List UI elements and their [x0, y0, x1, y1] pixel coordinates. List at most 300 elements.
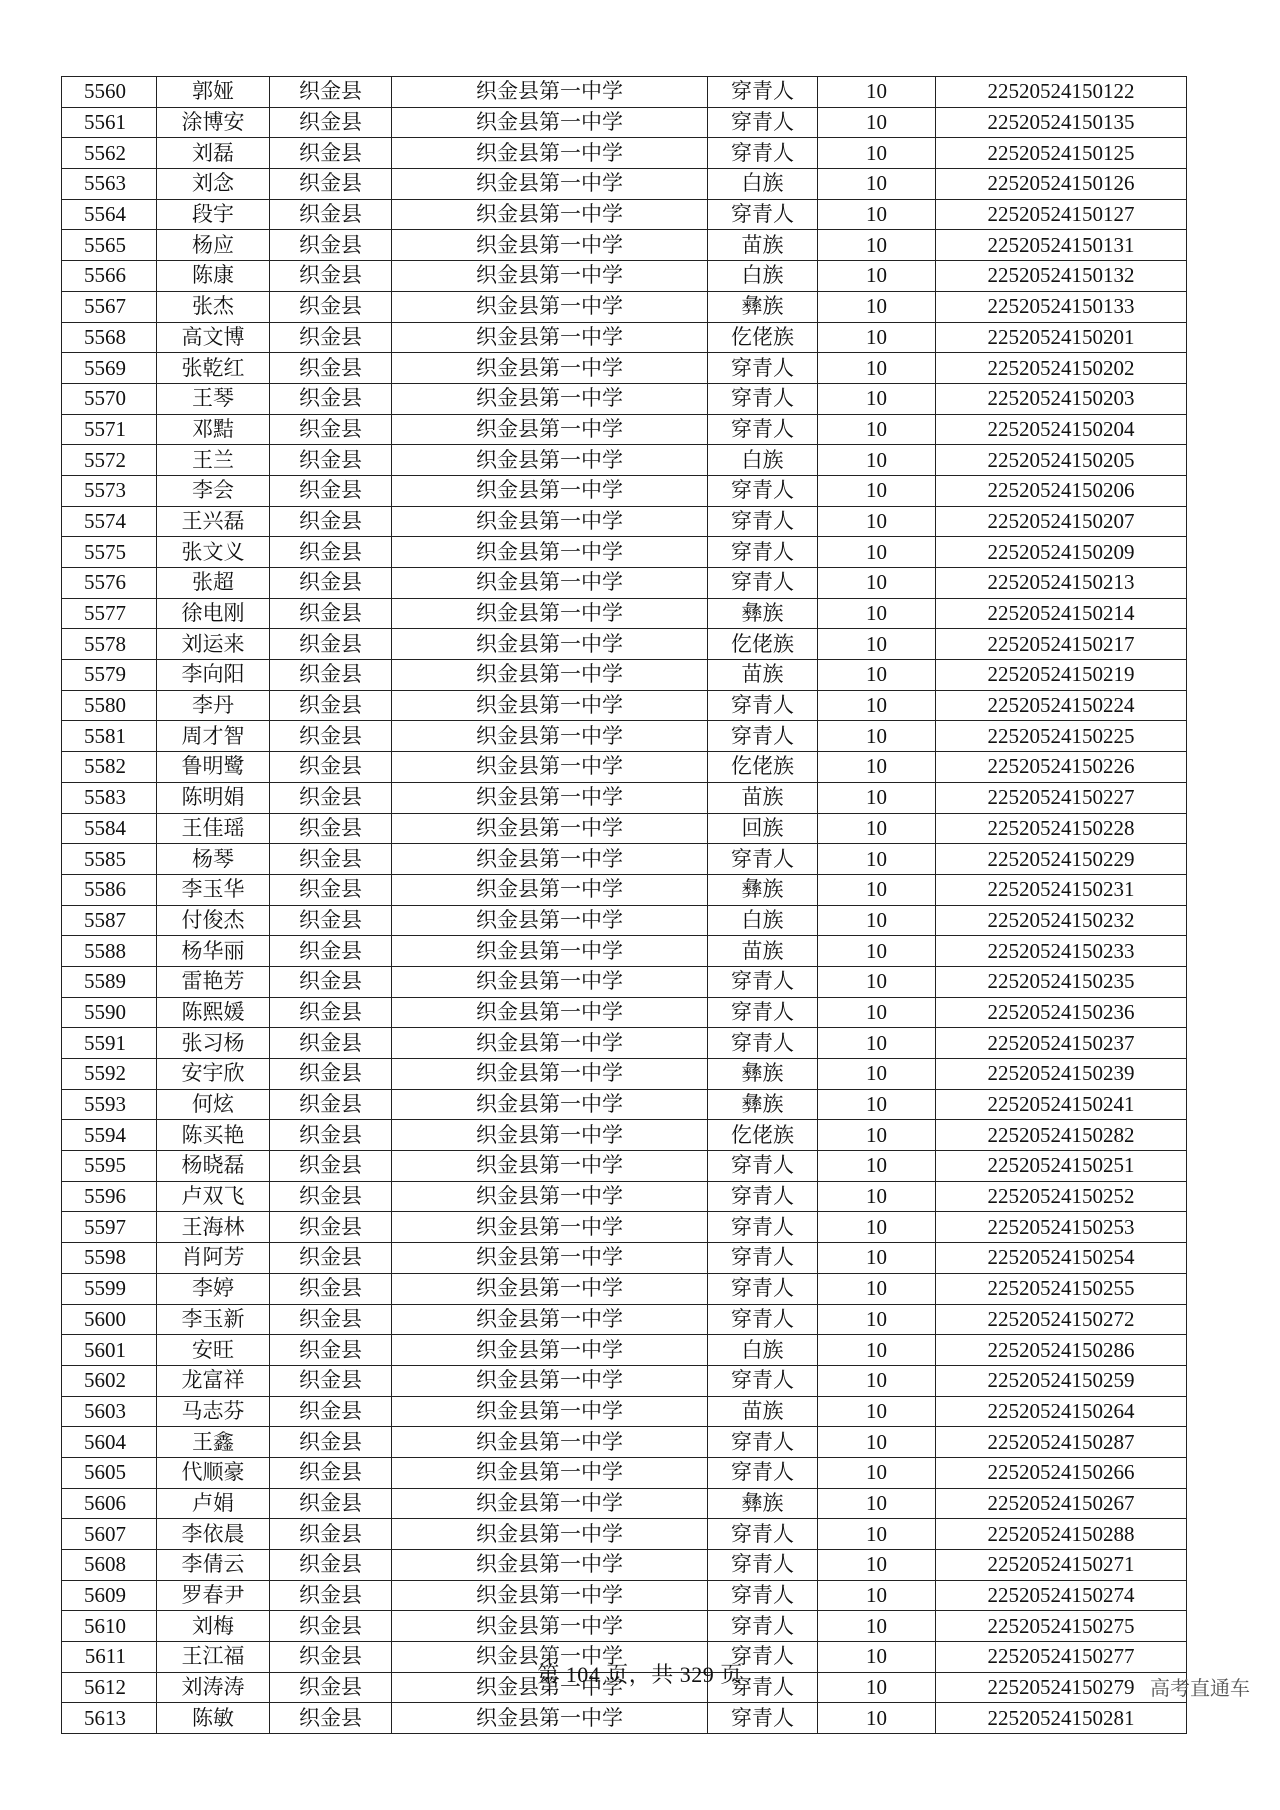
- school-name-cell: 织金县第一中学: [392, 874, 708, 905]
- student-name-cell: 卢娟: [157, 1488, 270, 1519]
- table-row: [62, 322, 1187, 353]
- student-name-cell: 李依晨: [157, 1519, 270, 1550]
- row-number-cell: 5603: [62, 1396, 157, 1427]
- grade-cell: 10: [818, 629, 936, 660]
- student-name-cell: 王鑫: [157, 1427, 270, 1458]
- ethnicity-cell: 穿青人: [708, 1181, 818, 1212]
- row-number-cell: 5610: [62, 1611, 157, 1642]
- exam-number-cell: 22520524150239: [936, 1059, 1187, 1090]
- county-cell: 织金县: [270, 1365, 392, 1396]
- row-number-cell: 5581: [62, 721, 157, 752]
- student-name-cell: 王佳瑶: [157, 813, 270, 844]
- exam-number-cell: 22520524150217: [936, 629, 1187, 660]
- student-name-cell: 高文博: [157, 322, 270, 353]
- ethnicity-cell: 苗族: [708, 1396, 818, 1427]
- table-row: [62, 1059, 1187, 1090]
- table-row: [62, 1181, 1187, 1212]
- row-number-cell: 5590: [62, 997, 157, 1028]
- county-cell: 织金县: [270, 1611, 392, 1642]
- school-name-cell: 织金县第一中学: [392, 414, 708, 445]
- student-name-cell: 周才智: [157, 721, 270, 752]
- exam-number-cell: 22520524150232: [936, 905, 1187, 936]
- table-row: [62, 138, 1187, 169]
- student-name-cell: 刘涛涛: [157, 1672, 270, 1703]
- exam-number-cell: 22520524150282: [936, 1120, 1187, 1151]
- table-row: [62, 1304, 1187, 1335]
- school-name-cell: 织金县第一中学: [392, 1703, 708, 1734]
- table-row: [62, 1519, 1187, 1550]
- table-row: [62, 199, 1187, 230]
- student-name-cell: 雷艳芳: [157, 966, 270, 997]
- grade-cell: 10: [818, 1672, 936, 1703]
- school-name-cell: 织金县第一中学: [392, 1028, 708, 1059]
- ethnicity-cell: 穿青人: [708, 1028, 818, 1059]
- grade-cell: 10: [818, 1059, 936, 1090]
- county-cell: 织金县: [270, 721, 392, 752]
- row-number-cell: 5572: [62, 445, 157, 476]
- exam-number-cell: 22520524150288: [936, 1519, 1187, 1550]
- county-cell: 织金县: [270, 1243, 392, 1274]
- grade-cell: 10: [818, 1550, 936, 1581]
- row-number-cell: 5560: [62, 77, 157, 108]
- school-name-cell: 织金县第一中学: [392, 353, 708, 384]
- grade-cell: 10: [818, 1335, 936, 1366]
- grade-cell: 10: [818, 1151, 936, 1182]
- grade-cell: 10: [818, 1519, 936, 1550]
- row-number-cell: 5573: [62, 475, 157, 506]
- ethnicity-cell: 苗族: [708, 660, 818, 691]
- row-number-cell: 5613: [62, 1703, 157, 1734]
- exam-number-cell: 22520524150264: [936, 1396, 1187, 1427]
- school-name-cell: 织金县第一中学: [392, 1335, 708, 1366]
- table-row: [62, 107, 1187, 138]
- school-name-cell: 织金县第一中学: [392, 782, 708, 813]
- exam-number-cell: 22520524150227: [936, 782, 1187, 813]
- row-number-cell: 5579: [62, 660, 157, 691]
- grade-cell: 10: [818, 1580, 936, 1611]
- school-name-cell: 织金县第一中学: [392, 844, 708, 875]
- grade-cell: 10: [818, 353, 936, 384]
- exam-number-cell: 22520524150281: [936, 1703, 1187, 1734]
- page-number: 第 104 页，共 329 页: [537, 1662, 743, 1687]
- grade-cell: 10: [818, 322, 936, 353]
- exam-number-cell: 22520524150122: [936, 77, 1187, 108]
- county-cell: 织金县: [270, 475, 392, 506]
- student-name-cell: 付俊杰: [157, 905, 270, 936]
- exam-number-cell: 22520524150277: [936, 1642, 1187, 1673]
- school-name-cell: 织金县第一中学: [392, 1212, 708, 1243]
- ethnicity-cell: 苗族: [708, 782, 818, 813]
- table-body: [62, 77, 1187, 1734]
- ethnicity-cell: 仡佬族: [708, 322, 818, 353]
- exam-number-cell: 22520524150266: [936, 1457, 1187, 1488]
- county-cell: 织金县: [270, 291, 392, 322]
- exam-number-cell: 22520524150236: [936, 997, 1187, 1028]
- school-name-cell: 织金县第一中学: [392, 1580, 708, 1611]
- ethnicity-cell: 穿青人: [708, 506, 818, 537]
- grade-cell: 10: [818, 1212, 936, 1243]
- school-name-cell: 织金县第一中学: [392, 1243, 708, 1274]
- school-name-cell: 织金县第一中学: [392, 813, 708, 844]
- row-number-cell: 5611: [62, 1642, 157, 1673]
- table-row: [62, 353, 1187, 384]
- row-number-cell: 5599: [62, 1273, 157, 1304]
- row-number-cell: 5563: [62, 169, 157, 200]
- county-cell: 织金县: [270, 107, 392, 138]
- student-name-cell: 陈熙媛: [157, 997, 270, 1028]
- school-name-cell: 织金县第一中学: [392, 169, 708, 200]
- table-row: [62, 905, 1187, 936]
- county-cell: 织金县: [270, 1181, 392, 1212]
- county-cell: 织金县: [270, 1151, 392, 1182]
- exam-number-cell: 22520524150203: [936, 383, 1187, 414]
- exam-number-cell: 22520524150255: [936, 1273, 1187, 1304]
- row-number-cell: 5595: [62, 1151, 157, 1182]
- grade-cell: 10: [818, 1427, 936, 1458]
- county-cell: 织金县: [270, 537, 392, 568]
- ethnicity-cell: 穿青人: [708, 1672, 818, 1703]
- county-cell: 织金县: [270, 1089, 392, 1120]
- row-number-cell: 5598: [62, 1243, 157, 1274]
- row-number-cell: 5605: [62, 1457, 157, 1488]
- row-number-cell: 5586: [62, 874, 157, 905]
- grade-cell: 10: [818, 1304, 936, 1335]
- county-cell: 织金县: [270, 414, 392, 445]
- exam-number-cell: 22520524150213: [936, 568, 1187, 599]
- exam-number-cell: 22520524150204: [936, 414, 1187, 445]
- table-row: [62, 660, 1187, 691]
- county-cell: 织金县: [270, 1212, 392, 1243]
- county-cell: 织金县: [270, 1335, 392, 1366]
- county-cell: 织金县: [270, 905, 392, 936]
- grade-cell: 10: [818, 1488, 936, 1519]
- row-number-cell: 5606: [62, 1488, 157, 1519]
- table-row: [62, 1488, 1187, 1519]
- county-cell: 织金县: [270, 199, 392, 230]
- student-name-cell: 邓黠: [157, 414, 270, 445]
- row-number-cell: 5567: [62, 291, 157, 322]
- school-name-cell: 织金县第一中学: [392, 1672, 708, 1703]
- ethnicity-cell: 白族: [708, 445, 818, 476]
- school-name-cell: 织金县第一中学: [392, 1611, 708, 1642]
- ethnicity-cell: 穿青人: [708, 138, 818, 169]
- row-number-cell: 5597: [62, 1212, 157, 1243]
- student-name-cell: 李倩云: [157, 1550, 270, 1581]
- row-number-cell: 5571: [62, 414, 157, 445]
- ethnicity-cell: 穿青人: [708, 537, 818, 568]
- exam-number-cell: 22520524150132: [936, 261, 1187, 292]
- table-row: [62, 1335, 1187, 1366]
- school-name-cell: 织金县第一中学: [392, 905, 708, 936]
- student-name-cell: 刘梅: [157, 1611, 270, 1642]
- school-name-cell: 织金县第一中学: [392, 107, 708, 138]
- student-name-cell: 杨晓磊: [157, 1151, 270, 1182]
- school-name-cell: 织金县第一中学: [392, 1151, 708, 1182]
- ethnicity-cell: 穿青人: [708, 199, 818, 230]
- grade-cell: 10: [818, 138, 936, 169]
- grade-cell: 10: [818, 568, 936, 599]
- county-cell: 织金县: [270, 1703, 392, 1734]
- school-name-cell: 织金县第一中学: [392, 1457, 708, 1488]
- ethnicity-cell: 穿青人: [708, 1427, 818, 1458]
- grade-cell: 10: [818, 230, 936, 261]
- ethnicity-cell: 穿青人: [708, 1304, 818, 1335]
- table-row: [62, 506, 1187, 537]
- table-row: [62, 629, 1187, 660]
- county-cell: 织金县: [270, 629, 392, 660]
- table-row: [62, 169, 1187, 200]
- table-row: [62, 1120, 1187, 1151]
- county-cell: 织金县: [270, 1550, 392, 1581]
- table-row: [62, 1457, 1187, 1488]
- exam-number-cell: 22520524150252: [936, 1181, 1187, 1212]
- student-name-cell: 张超: [157, 568, 270, 599]
- school-name-cell: 织金县第一中学: [392, 77, 708, 108]
- row-number-cell: 5570: [62, 383, 157, 414]
- county-cell: 织金县: [270, 813, 392, 844]
- table-row: [62, 598, 1187, 629]
- grade-cell: 10: [818, 936, 936, 967]
- grade-cell: 10: [818, 660, 936, 691]
- school-name-cell: 织金县第一中学: [392, 660, 708, 691]
- county-cell: 织金县: [270, 506, 392, 537]
- grade-cell: 10: [818, 1028, 936, 1059]
- ethnicity-cell: 穿青人: [708, 1550, 818, 1581]
- exam-number-cell: 22520524150126: [936, 169, 1187, 200]
- row-number-cell: 5564: [62, 199, 157, 230]
- grade-cell: 10: [818, 506, 936, 537]
- county-cell: 织金县: [270, 169, 392, 200]
- ethnicity-cell: 穿青人: [708, 721, 818, 752]
- exam-number-cell: 22520524150135: [936, 107, 1187, 138]
- school-name-cell: 织金县第一中学: [392, 383, 708, 414]
- county-cell: 织金县: [270, 1642, 392, 1673]
- student-name-cell: 王琴: [157, 383, 270, 414]
- student-name-cell: 李会: [157, 475, 270, 506]
- row-number-cell: 5609: [62, 1580, 157, 1611]
- table-row: [62, 414, 1187, 445]
- grade-cell: 10: [818, 1243, 936, 1274]
- school-name-cell: 织金县第一中学: [392, 568, 708, 599]
- row-number-cell: 5569: [62, 353, 157, 384]
- student-name-cell: 陈康: [157, 261, 270, 292]
- grade-cell: 10: [818, 690, 936, 721]
- row-number-cell: 5591: [62, 1028, 157, 1059]
- ethnicity-cell: 穿青人: [708, 1642, 818, 1673]
- row-number-cell: 5584: [62, 813, 157, 844]
- table-row: [62, 1427, 1187, 1458]
- ethnicity-cell: 回族: [708, 813, 818, 844]
- grade-cell: 10: [818, 1365, 936, 1396]
- school-name-cell: 织金县第一中学: [392, 1181, 708, 1212]
- county-cell: 织金县: [270, 660, 392, 691]
- row-number-cell: 5589: [62, 966, 157, 997]
- county-cell: 织金县: [270, 874, 392, 905]
- ethnicity-cell: 穿青人: [708, 1703, 818, 1734]
- ethnicity-cell: 白族: [708, 169, 818, 200]
- student-name-cell: 张杰: [157, 291, 270, 322]
- county-cell: 织金县: [270, 1059, 392, 1090]
- table-row: [62, 1151, 1187, 1182]
- student-name-cell: 安旺: [157, 1335, 270, 1366]
- exam-number-cell: 22520524150237: [936, 1028, 1187, 1059]
- exam-number-cell: 22520524150219: [936, 660, 1187, 691]
- row-number-cell: 5593: [62, 1089, 157, 1120]
- ethnicity-cell: 穿青人: [708, 997, 818, 1028]
- table-row: [62, 1028, 1187, 1059]
- student-name-cell: 马志芬: [157, 1396, 270, 1427]
- table-row: [62, 1611, 1187, 1642]
- student-name-cell: 李婷: [157, 1273, 270, 1304]
- table-row: [62, 475, 1187, 506]
- student-name-cell: 龙富祥: [157, 1365, 270, 1396]
- exam-number-cell: 22520524150272: [936, 1304, 1187, 1335]
- table-row: [62, 383, 1187, 414]
- county-cell: 织金县: [270, 1457, 392, 1488]
- exam-number-cell: 22520524150131: [936, 230, 1187, 261]
- grade-cell: 10: [818, 752, 936, 783]
- exam-number-cell: 22520524150231: [936, 874, 1187, 905]
- ethnicity-cell: 穿青人: [708, 690, 818, 721]
- exam-number-cell: 22520524150205: [936, 445, 1187, 476]
- grade-cell: 10: [818, 169, 936, 200]
- school-name-cell: 织金县第一中学: [392, 690, 708, 721]
- table-row: [62, 997, 1187, 1028]
- grade-cell: 10: [818, 874, 936, 905]
- county-cell: 织金县: [270, 1304, 392, 1335]
- exam-number-cell: 22520524150228: [936, 813, 1187, 844]
- grade-cell: 10: [818, 537, 936, 568]
- student-name-cell: 王海林: [157, 1212, 270, 1243]
- ethnicity-cell: 白族: [708, 1335, 818, 1366]
- row-number-cell: 5602: [62, 1365, 157, 1396]
- county-cell: 织金县: [270, 261, 392, 292]
- row-number-cell: 5594: [62, 1120, 157, 1151]
- table-row: [62, 782, 1187, 813]
- student-name-cell: 肖阿芳: [157, 1243, 270, 1274]
- exam-number-cell: 22520524150275: [936, 1611, 1187, 1642]
- ethnicity-cell: 仡佬族: [708, 1120, 818, 1151]
- student-name-cell: 张乾红: [157, 353, 270, 384]
- ethnicity-cell: 彝族: [708, 1059, 818, 1090]
- row-number-cell: 5561: [62, 107, 157, 138]
- student-name-cell: 张文义: [157, 537, 270, 568]
- table-row: [62, 844, 1187, 875]
- school-name-cell: 织金县第一中学: [392, 138, 708, 169]
- student-name-cell: 涂博安: [157, 107, 270, 138]
- row-number-cell: 5565: [62, 230, 157, 261]
- table-row: [62, 813, 1187, 844]
- exam-number-cell: 22520524150125: [936, 138, 1187, 169]
- student-name-cell: 安宇欣: [157, 1059, 270, 1090]
- exam-number-cell: 22520524150241: [936, 1089, 1187, 1120]
- exam-number-cell: 22520524150274: [936, 1580, 1187, 1611]
- school-name-cell: 织金县第一中学: [392, 199, 708, 230]
- student-name-cell: 杨琴: [157, 844, 270, 875]
- county-cell: 织金县: [270, 568, 392, 599]
- school-name-cell: 织金县第一中学: [392, 261, 708, 292]
- table-row: [62, 936, 1187, 967]
- row-number-cell: 5576: [62, 568, 157, 599]
- grade-cell: 10: [818, 291, 936, 322]
- row-number-cell: 5568: [62, 322, 157, 353]
- school-name-cell: 织金县第一中学: [392, 598, 708, 629]
- county-cell: 织金县: [270, 77, 392, 108]
- ethnicity-cell: 仡佬族: [708, 752, 818, 783]
- school-name-cell: 织金县第一中学: [392, 997, 708, 1028]
- exam-number-cell: 22520524150259: [936, 1365, 1187, 1396]
- table-row: [62, 1365, 1187, 1396]
- row-number-cell: 5604: [62, 1427, 157, 1458]
- row-number-cell: 5575: [62, 537, 157, 568]
- ethnicity-cell: 彝族: [708, 874, 818, 905]
- student-name-cell: 段宇: [157, 199, 270, 230]
- school-name-cell: 织金县第一中学: [392, 322, 708, 353]
- school-name-cell: 织金县第一中学: [392, 1488, 708, 1519]
- grade-cell: 10: [818, 1611, 936, 1642]
- table-row: [62, 77, 1187, 108]
- school-name-cell: 织金县第一中学: [392, 291, 708, 322]
- school-name-cell: 织金县第一中学: [392, 1304, 708, 1335]
- row-number-cell: 5588: [62, 936, 157, 967]
- table-row: [62, 1580, 1187, 1611]
- county-cell: 织金县: [270, 1580, 392, 1611]
- ethnicity-cell: 白族: [708, 261, 818, 292]
- ethnicity-cell: 穿青人: [708, 383, 818, 414]
- ethnicity-cell: 穿青人: [708, 966, 818, 997]
- student-name-cell: 王兰: [157, 445, 270, 476]
- grade-cell: 10: [818, 1703, 936, 1734]
- grade-cell: 10: [818, 261, 936, 292]
- county-cell: 织金县: [270, 322, 392, 353]
- row-number-cell: 5600: [62, 1304, 157, 1335]
- ethnicity-cell: 穿青人: [708, 1580, 818, 1611]
- row-number-cell: 5607: [62, 1519, 157, 1550]
- school-name-cell: 织金县第一中学: [392, 1120, 708, 1151]
- exam-number-cell: 22520524150201: [936, 322, 1187, 353]
- exam-number-cell: 22520524150202: [936, 353, 1187, 384]
- county-cell: 织金县: [270, 1427, 392, 1458]
- student-name-cell: 卢双飞: [157, 1181, 270, 1212]
- exam-number-cell: 22520524150253: [936, 1212, 1187, 1243]
- student-name-cell: 鲁明鹭: [157, 752, 270, 783]
- row-number-cell: 5582: [62, 752, 157, 783]
- student-name-cell: 罗春尹: [157, 1580, 270, 1611]
- school-name-cell: 织金县第一中学: [392, 537, 708, 568]
- county-cell: 织金县: [270, 936, 392, 967]
- grade-cell: 10: [818, 1089, 936, 1120]
- ethnicity-cell: 穿青人: [708, 1212, 818, 1243]
- row-number-cell: 5562: [62, 138, 157, 169]
- ethnicity-cell: 穿青人: [708, 107, 818, 138]
- table-row: [62, 721, 1187, 752]
- school-name-cell: 织金县第一中学: [392, 1550, 708, 1581]
- table-row: [62, 1273, 1187, 1304]
- ethnicity-cell: 彝族: [708, 598, 818, 629]
- table-row: [62, 1212, 1187, 1243]
- student-name-cell: 刘磊: [157, 138, 270, 169]
- student-name-cell: 李玉新: [157, 1304, 270, 1335]
- table-row: [62, 1550, 1187, 1581]
- county-cell: 织金县: [270, 383, 392, 414]
- county-cell: 织金县: [270, 1488, 392, 1519]
- row-number-cell: 5566: [62, 261, 157, 292]
- grade-cell: 10: [818, 1181, 936, 1212]
- ethnicity-cell: 仡佬族: [708, 629, 818, 660]
- exam-number-cell: 22520524150287: [936, 1427, 1187, 1458]
- grade-cell: 10: [818, 383, 936, 414]
- student-name-cell: 张习杨: [157, 1028, 270, 1059]
